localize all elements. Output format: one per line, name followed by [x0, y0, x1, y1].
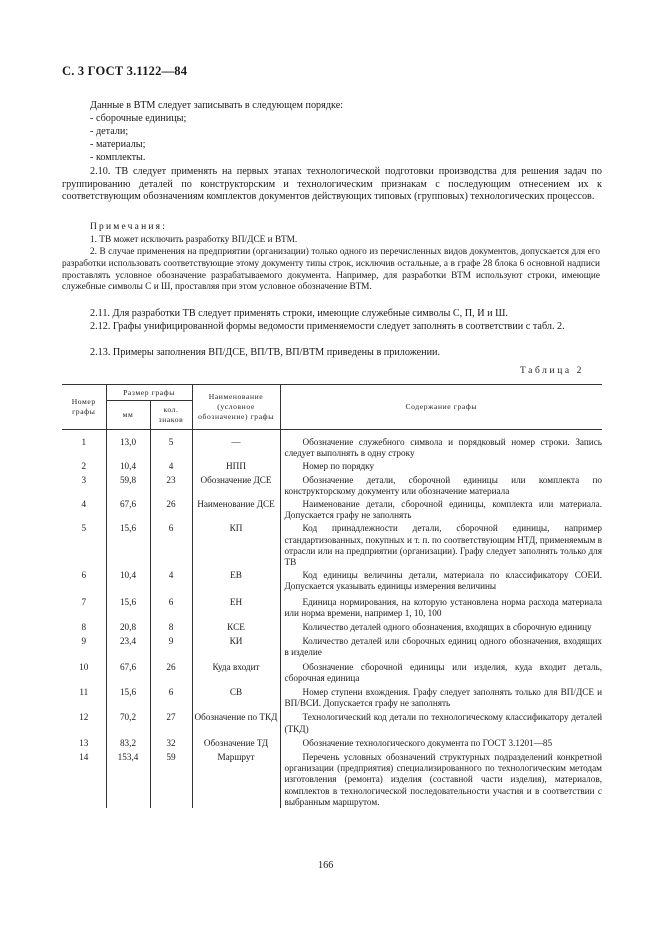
- row-content: Обозначение технологического документа по ГОСТ 3.1201—85: [302, 737, 553, 748]
- row-content: Количество деталей одного обозначения, входящих в сборочную единицу: [302, 622, 592, 633]
- row-size-chars: 4: [150, 461, 192, 474]
- row-content: Перечень условных обозначений структурных подразделений конкретной организации (предприятия) специализированного по технологическим методам изготовления (ремонта) изделия (составной части изделия), материалов, комплектов в технологической последовательности участия и в соответствии с выбранным маршрутом.: [284, 752, 602, 807]
- row-size-mm: 153,4: [106, 752, 150, 808]
- header-column-name: Наименование (условное обозначение) графы: [192, 385, 280, 430]
- table-row: [62, 499, 602, 523]
- header-column-chars: кол. знаков: [150, 401, 192, 430]
- row-name: Наименование ДСЕ: [192, 499, 280, 523]
- row-size-chars: 26: [150, 662, 192, 687]
- row-name: —: [192, 430, 280, 462]
- row-content: Наименование детали, сборочной единицы, комплекта или материала. Допускается графу не заполнять: [284, 499, 602, 521]
- row-size-chars: 6: [150, 687, 192, 712]
- row-number: 12: [62, 712, 106, 737]
- page-number: 166: [318, 860, 334, 871]
- paragraph-2-10: 2.10. ТВ следует применять на первых этапах технологической подготовки производства для решения задач по группированию деталей по конструкторским и технологическим признакам с последующим отнесением их к соответствующим обозначениям комплектов документов действующих типовых (групповых) технологических процессов.: [62, 166, 602, 203]
- row-name: ЕН: [192, 597, 280, 622]
- table-row: [62, 752, 602, 808]
- table-row: [62, 461, 602, 474]
- row-number: 4: [62, 499, 106, 523]
- row-name: КСЕ: [192, 622, 280, 636]
- row-size-mm: 15,6: [106, 597, 150, 622]
- row-content: Код единицы величины детали, материала по классификатору СОЕИ. Допускается указывать единицы измерения величины: [284, 570, 602, 592]
- intro-item-3: - материалы;: [90, 139, 146, 150]
- row-content: Обозначение детали, сборочной единицы или комплекта по конструкторскому документу или обозначение материала: [284, 474, 602, 496]
- row-name: НПП: [192, 461, 280, 474]
- row-size-chars: 4: [150, 570, 192, 596]
- table-body: [62, 430, 602, 809]
- row-size-mm: 67,6: [106, 662, 150, 687]
- row-name: КИ: [192, 636, 280, 661]
- note-2: 2. В случае применения на предприятии (организации) только одного из перечисленных видов документов, допускается для его разработки использовать соответствующие этому документу типы строк, исключив остальные, а в графе 28 блока 6 основной надписи проставлять условное обозначение разрабатываемого документа. Например, для разработки ВТМ используют строки, имеющие служебные символы С и Ш, проставляя при этом условное обозначение ВТМ.: [62, 247, 600, 293]
- row-size-chars: 27: [150, 712, 192, 737]
- row-number: 3: [62, 475, 106, 499]
- row-size-mm: 59,8: [106, 475, 150, 499]
- row-number: 5: [62, 523, 106, 570]
- table-caption: Таблица 2: [520, 366, 585, 376]
- table-row: [62, 570, 602, 596]
- row-content: Номер по порядку: [302, 461, 375, 472]
- table-row: [62, 636, 602, 661]
- row-number: 8: [62, 622, 106, 636]
- table-row: [62, 597, 602, 622]
- table-row: [62, 523, 602, 570]
- row-number: 6: [62, 570, 106, 596]
- row-number: 13: [62, 738, 106, 752]
- table-row: [62, 738, 602, 752]
- intro-item-2: - детали;: [90, 126, 129, 137]
- row-content: Обозначение сборочной единицы или изделия, куда входит деталь, сборочная единица: [284, 661, 602, 683]
- row-size-mm: 83,2: [106, 738, 150, 752]
- table-row: [62, 687, 602, 712]
- header-column-size: Размер графы: [106, 385, 192, 401]
- row-content: Обозначение служебного символа и порядковый номер строки. Запись следует выполнять в одну строку: [284, 437, 602, 459]
- row-size-mm: 67,6: [106, 499, 150, 523]
- row-number: 9: [62, 636, 106, 661]
- row-size-chars: 32: [150, 738, 192, 752]
- row-number: 2: [62, 461, 106, 474]
- table-row: [62, 622, 602, 636]
- row-size-mm: 70,2: [106, 712, 150, 737]
- row-name: ЕВ: [192, 570, 280, 596]
- row-size-mm: 20,8: [106, 622, 150, 636]
- row-size-mm: 15,6: [106, 523, 150, 570]
- row-name: КП: [192, 523, 280, 570]
- page-header: С. 3 ГОСТ 3.1122—84: [62, 64, 188, 78]
- row-size-chars: 6: [150, 597, 192, 622]
- row-name: Куда входит: [192, 662, 280, 687]
- row-number: 7: [62, 597, 106, 622]
- table-2: [62, 384, 602, 808]
- header-column-number: Номер графы: [62, 385, 106, 430]
- paragraph-2-11: 2.11. Для разработки ТВ следует применять строки, имеющие служебные символы С, П, И и Ш.: [90, 308, 508, 319]
- row-size-chars: 5: [150, 430, 192, 462]
- row-number: 1: [62, 430, 106, 462]
- row-size-chars: 8: [150, 622, 192, 636]
- row-size-chars: 26: [150, 499, 192, 523]
- row-name: Маршрут: [192, 752, 280, 808]
- intro-item-1: - сборочные единицы;: [90, 113, 187, 124]
- header-column-content: Содержание графы: [280, 385, 602, 430]
- row-size-mm: 13,0: [106, 430, 150, 462]
- row-content: Количество деталей или сборочных единиц одного обозначения, входящих в изделие: [284, 636, 602, 658]
- table-row: [62, 475, 602, 499]
- note-1: 1. ТВ может исключить разработку ВП/ДСЕ и ВТМ.: [90, 235, 298, 245]
- row-size-chars: 59: [150, 752, 192, 808]
- row-number: 14: [62, 752, 106, 808]
- row-number: 10: [62, 662, 106, 687]
- table-row: [62, 662, 602, 687]
- row-content: Технологический код детали по технологическому классификатору деталей (ТКД): [284, 712, 602, 734]
- paragraph-2-12: 2.12. Графы унифицированной формы ведомости применяемости следует заполнять в соответствии с табл. 2.: [90, 321, 565, 332]
- row-size-chars: 9: [150, 636, 192, 661]
- row-name: Обозначение ДСЕ: [192, 475, 280, 499]
- row-content: Номер ступени вхождения. Графу следует заполнять только для ВП/ДСЕ и ВП/ВСИ. Допускается графу не заполнять: [284, 687, 602, 709]
- row-number: 11: [62, 687, 106, 712]
- intro-lead: Данные в ВТМ следует записывать в следующем порядке:: [90, 100, 344, 111]
- row-size-mm: 23,4: [106, 636, 150, 661]
- row-content: Единица нормирования, на которую установлена норма расхода материала или норма времени, например 1, 10, 100: [284, 596, 602, 618]
- header-column-mm: мм: [106, 401, 150, 430]
- notes-title: Примечания:: [90, 222, 168, 232]
- row-content: Код принадлежности детали, сборочной единицы, например стандартизованных, покупных и т. п. по соответствующим НТД, применяемым в отрасли или на предприятии (организации). Графу следует заполнять только для ТВ: [284, 523, 602, 568]
- intro-item-4: - комплекты.: [90, 152, 146, 163]
- row-size-mm: 10,4: [106, 461, 150, 474]
- row-size-chars: 6: [150, 523, 192, 570]
- table-row: [62, 712, 602, 737]
- row-size-chars: 23: [150, 475, 192, 499]
- row-name: Обозначение по ТКД: [192, 712, 280, 737]
- table-row: [62, 430, 602, 462]
- row-name: Обозначение ТД: [192, 738, 280, 752]
- row-size-mm: 15,6: [106, 687, 150, 712]
- row-size-mm: 10,4: [106, 570, 150, 596]
- row-name: СВ: [192, 687, 280, 712]
- paragraph-2-13: 2.13. Примеры заполнения ВП/ДСЕ, ВП/ТВ, ВП/ВТМ приведены в приложении.: [90, 347, 441, 358]
